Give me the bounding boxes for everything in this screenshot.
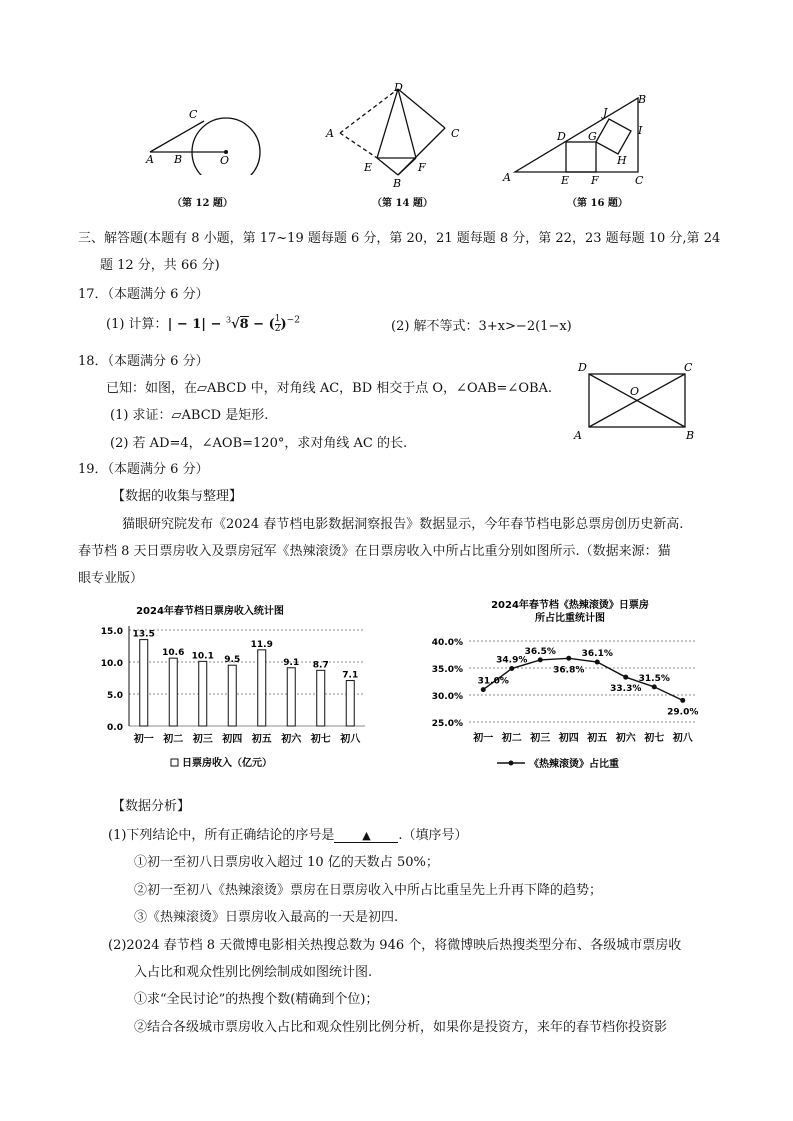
bar	[317, 670, 325, 726]
fig16-label-F: F	[591, 174, 599, 187]
triangle-squares-diagram	[495, 88, 665, 188]
fold-diagram	[320, 80, 470, 190]
q18-part1: (1) 求证：▱ABCD 是矩形.	[110, 408, 269, 423]
q19-para-3: 眼专业版）	[78, 571, 144, 586]
line-legend-marker	[509, 761, 514, 766]
fig12-caption: （第 12 题）	[172, 198, 233, 209]
line-x-tick-label: 初四	[558, 733, 579, 744]
bar	[199, 661, 207, 726]
line-x-tick-label: 初七	[644, 733, 665, 744]
bar-value-label: 7.1	[342, 670, 359, 681]
fig16-label-A: A	[503, 171, 511, 184]
bar-x-tick-label: 初八	[340, 734, 361, 745]
bar-value-label: 8.7	[312, 660, 329, 671]
bar	[346, 681, 354, 726]
line-point	[509, 666, 514, 671]
q19-sub-question-2a: ①求“全民讨论”的热搜个数(精确到个位)；	[134, 992, 379, 1007]
fig12-label-O: O	[220, 154, 230, 167]
line-y-tick-label: 30.0%	[431, 692, 463, 702]
line-point	[566, 656, 571, 661]
circle-tangent-diagram	[140, 100, 280, 175]
line-x-tick-label: 初八	[672, 733, 693, 744]
bar-x-tick-label: 初七	[310, 734, 331, 745]
bar-value-label: 9.1	[283, 657, 300, 668]
bar-legend-swatch	[171, 759, 178, 766]
q19-sub-question-2-line1: (2)2024 春节档 8 天微博电影相关热搜总数为 946 个，将微博映后热搜类型分布、各级城市票房收	[108, 938, 682, 953]
fig16-label-C: C	[635, 174, 644, 187]
fig14-label-E: E	[364, 161, 373, 174]
line-point	[680, 698, 685, 703]
line-chart-title-1: 2024年春节档《热辣滚烫》日票房	[491, 600, 649, 611]
q19-subheading-analysis: 【数据分析】	[112, 799, 191, 814]
bar-y-tick-label: 15.0	[100, 627, 123, 637]
fig16-label-B: B	[638, 93, 647, 106]
fig14-caption: （第 14 题）	[372, 198, 433, 209]
line-point	[481, 687, 486, 692]
answer-blank[interactable]: ▲	[334, 829, 398, 843]
line-point	[595, 660, 600, 665]
line-x-tick-label: 初三	[530, 733, 551, 744]
bar-x-tick-label: 初五	[251, 734, 272, 745]
fig18-label-C: C	[684, 361, 693, 374]
line-y-tick-label: 40.0%	[431, 638, 463, 648]
line-y-tick-label: 35.0%	[431, 665, 463, 675]
bar	[140, 640, 148, 726]
line-value-label: 36.1%	[581, 649, 613, 660]
fig12-label-C: C	[189, 108, 198, 121]
line-value-label: 34.9%	[496, 655, 528, 666]
bar-x-tick-label: 初一	[133, 734, 154, 745]
line-y-tick-label: 25.0%	[431, 719, 463, 729]
bar-value-label: 9.5	[224, 655, 241, 666]
fig16-label-H: H	[617, 154, 627, 167]
fig14-label-A: A	[326, 127, 334, 140]
line-value-label: 33.3%	[610, 684, 642, 695]
bar-value-label: 13.5	[132, 629, 155, 640]
statement-1: ①初一至初八日票房收入超过 10 亿的天数占 50%；	[134, 855, 439, 870]
q19-heading: 19．（本题满分 6 分）	[78, 462, 209, 477]
q17-part1: (1) 计算：| − 1| − $^3$√8 − ( $\frac{1}{2}$ )$^{-2}$	[106, 314, 300, 334]
line-point	[652, 684, 657, 689]
line-chart	[425, 598, 715, 780]
fig14-label-B: B	[393, 177, 402, 190]
bar	[287, 668, 295, 726]
bar-value-label: 10.1	[191, 651, 214, 662]
q19-para-2: 春节档 8 天日票房收入及票房冠军《热辣滚烫》在日票房收入中所占比重分别如图所示.（数据来源：猫	[78, 544, 671, 559]
fig18-label-D: D	[578, 361, 587, 374]
bar-y-tick-label: 10.0	[100, 659, 123, 669]
line-chart-legend: 《热辣滚烫》占比重	[529, 759, 619, 770]
fig18-label-A: A	[574, 429, 582, 442]
bar	[169, 658, 177, 726]
bar	[258, 650, 266, 726]
line-x-tick-label: 初六	[615, 733, 636, 744]
fig14-label-F: F	[418, 161, 426, 174]
bar-y-tick-label: 0.0	[107, 723, 123, 733]
line-value-label: 29.0%	[667, 707, 699, 718]
line-value-label: 31.0%	[477, 676, 509, 687]
fig16-label-D: D	[557, 130, 566, 143]
bar-x-tick-label: 初六	[281, 734, 302, 745]
line-x-tick-label: 初一	[473, 733, 494, 744]
bar	[228, 665, 236, 726]
line-value-label: 31.5%	[638, 673, 670, 684]
line-x-tick-label: 初二	[501, 733, 522, 744]
bar-x-tick-label: 初四	[222, 734, 243, 745]
statement-3: ③《热辣滚烫》日票房收入最高的一天是初四.	[134, 910, 399, 925]
bar-chart-legend: 日票房收入（亿元）	[182, 758, 272, 769]
line-chart-title-2: 所占比重统计图	[535, 613, 605, 624]
bar-value-label: 11.9	[250, 639, 273, 650]
fig16-caption: （第 16 题）	[567, 198, 628, 209]
bar-chart	[95, 598, 385, 780]
bar-x-tick-label: 初二	[163, 734, 184, 745]
q18-given: 已知：如图，在▱ABCD 中，对角线 AC，BD 相交于点 O，∠OAB=∠OBA.	[106, 381, 553, 396]
bar-chart-title: 2024年春节档日票房收入统计图	[136, 606, 284, 617]
fig14-label-C: C	[451, 127, 460, 140]
fig16-label-J: J	[603, 106, 608, 119]
q18-part2: (2) 若 AD=4，∠AOB=120°，求对角线 AC 的长.	[110, 436, 408, 451]
fig16-label-I: I	[638, 124, 643, 137]
line-point	[538, 657, 543, 662]
q17-part2: (2) 解不等式：3+x>−2(1−x)	[391, 319, 572, 334]
fig18-label-B: B	[686, 429, 695, 442]
q19-sub-question-1: (1)下列结论中，所有正确结论的序号是 ▲ .（填序号）	[108, 828, 468, 843]
bar-x-tick-label: 初三	[192, 734, 213, 745]
fig16-label-E: E	[561, 174, 570, 187]
q19-sub-question-2-line2: 入占比和观众性别比例绘制成如图统计图.	[134, 965, 373, 980]
line-point	[623, 675, 628, 680]
line-x-tick-label: 初五	[587, 733, 608, 744]
fig12-label-A: A	[146, 153, 154, 166]
fig16-label-G: G	[588, 130, 597, 143]
line-value-label: 36.8%	[553, 665, 585, 676]
q18-heading: 18．（本题满分 6 分）	[78, 354, 209, 369]
bar-value-label: 10.6	[162, 648, 185, 659]
q19-subheading-collect: 【数据的收集与整理】	[112, 489, 243, 504]
fig14-label-D: D	[394, 81, 403, 94]
bar-y-tick-label: 5.0	[107, 691, 123, 701]
q19-para-1: 猫眼研究院发布《2024 春节档电影数据洞察报告》数据显示，今年春节档电影总票房创历史新高.	[122, 517, 684, 532]
fig18-label-O: O	[630, 385, 640, 398]
fig12-label-B: B	[174, 153, 183, 166]
rectangle-diagonals-diagram	[572, 358, 702, 446]
statement-2: ②初一至初八《热辣滚烫》票房在日票房收入中所占比重呈先上升再下降的趋势；	[134, 883, 603, 898]
line-value-label: 36.5%	[524, 646, 556, 657]
q17-heading: 17．（本题满分 6 分）	[78, 287, 209, 302]
q19-sub-question-2b: ②结合各级城市票房收入占比和观众性别比例分析，如果你是投资方，来年的春节档你投资影	[134, 1020, 668, 1035]
